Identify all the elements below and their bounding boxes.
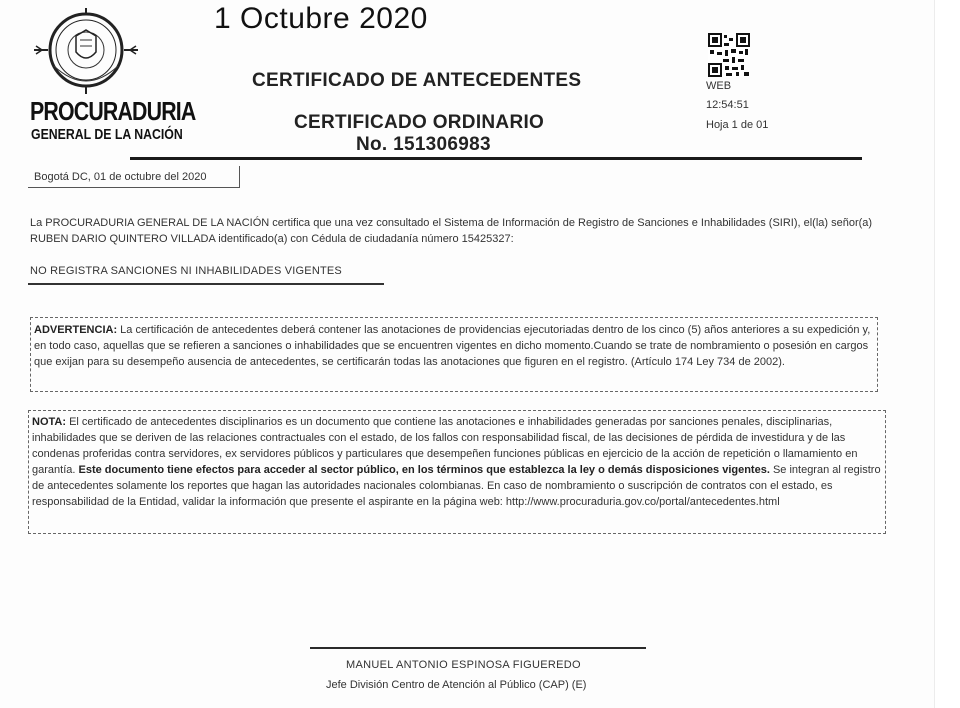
- header-divider: [130, 157, 862, 160]
- page-counter: Hoja 1 de 01: [706, 119, 769, 131]
- signature-line: [310, 647, 646, 649]
- advertencia-body: La certificación de antecedentes deberá contener las anotaciones de providencias ejecutoriadas dentro de los cinco (5) años anteriores a su expedición y, en todo caso, aquellas que se refieren a sanciones o inhabilidades que se encuentren vigentes en dicho momento.Cuando se trate de nombramiento o posesión en cargos que exijan para su desempeño ausencia de antecedentes, se certificarán todas las anotaciones que figuren en el registro. (Artículo 174 Ley 734 de 2002).: [34, 324, 871, 368]
- nota-body-part1: El certificado de antecedentes disciplinarios es un documento que contiene las anotaciones e inhabilidades generadas por sanciones penales, disciplinarias, inhabilidades que se deriven de las relaciones contractuales con el estado, de los fallos con responsabilidad fiscal, de las decisiones de pérdida de investidura y de las condenas proferidas contra servidores, ex servidores públicos y particulares que desempeñen funciones públicas en ejercicio de la acción de repetición o llamamiento en garantía.: [32, 416, 858, 476]
- issue-date: Bogotá DC, 01 de octubre del 2020: [34, 171, 207, 183]
- document-subtitle: CERTIFICADO ORDINARIO: [294, 112, 545, 133]
- page-edge: [934, 0, 960, 708]
- logo-wordmark-line2: GENERAL DE LA NACIÓN: [31, 126, 183, 143]
- qr-code-icon: [708, 33, 750, 77]
- advertencia-label: ADVERTENCIA:: [34, 324, 118, 336]
- signer-name: MANUEL ANTONIO ESPINOSA FIGUEREDO: [346, 659, 581, 671]
- certification-result: NO REGISTRA SANCIONES NI INHABILIDADES VIGENTES: [30, 265, 342, 277]
- nota-label: NOTA:: [32, 416, 67, 428]
- advertencia-text: [34, 322, 876, 370]
- signer-role: Jefe División Centro de Atención al Público (CAP) (E): [326, 679, 587, 691]
- nota-emphasis: Este documento tiene efectos para acceder al sector público, en los términos que establezca la ley o demás disposiciones vigentes.: [78, 464, 770, 476]
- certification-paragraph: La PROCURADURIA GENERAL DE LA NACIÓN certifica que una vez consultado el Sistema de Información de Registro de Sanciones e Inhabilidades (SIRI), el(la) señor(a) RUBEN DARIO QUINTERO VILLADA identificado(a) con Cédula de ciudadanía número 15425327:: [30, 217, 873, 245]
- nota-text: [32, 414, 884, 510]
- logo-wordmark-line1: PROCURADURIA: [30, 96, 196, 126]
- result-underline: [28, 283, 384, 285]
- handwritten-date: 1 Octubre 2020: [214, 2, 428, 35]
- nota-body-part2: Se integran al registro de antecedentes solamente los reportes que hagan las autoridades nacionales colombianas. En caso de nombramiento o suscripción de contratos con el estado, es responsabilidad de la Entidad, validar la información que presente el aspirante en la página web: http://www.procuraduria.gov.co/portal/antecedentes.html: [32, 464, 881, 508]
- certificate-number: No. 151306983: [356, 134, 491, 155]
- issue-time: 12:54:51: [706, 99, 749, 111]
- document-title: CERTIFICADO DE ANTECEDENTES: [252, 70, 582, 91]
- issue-channel: WEB: [706, 80, 732, 92]
